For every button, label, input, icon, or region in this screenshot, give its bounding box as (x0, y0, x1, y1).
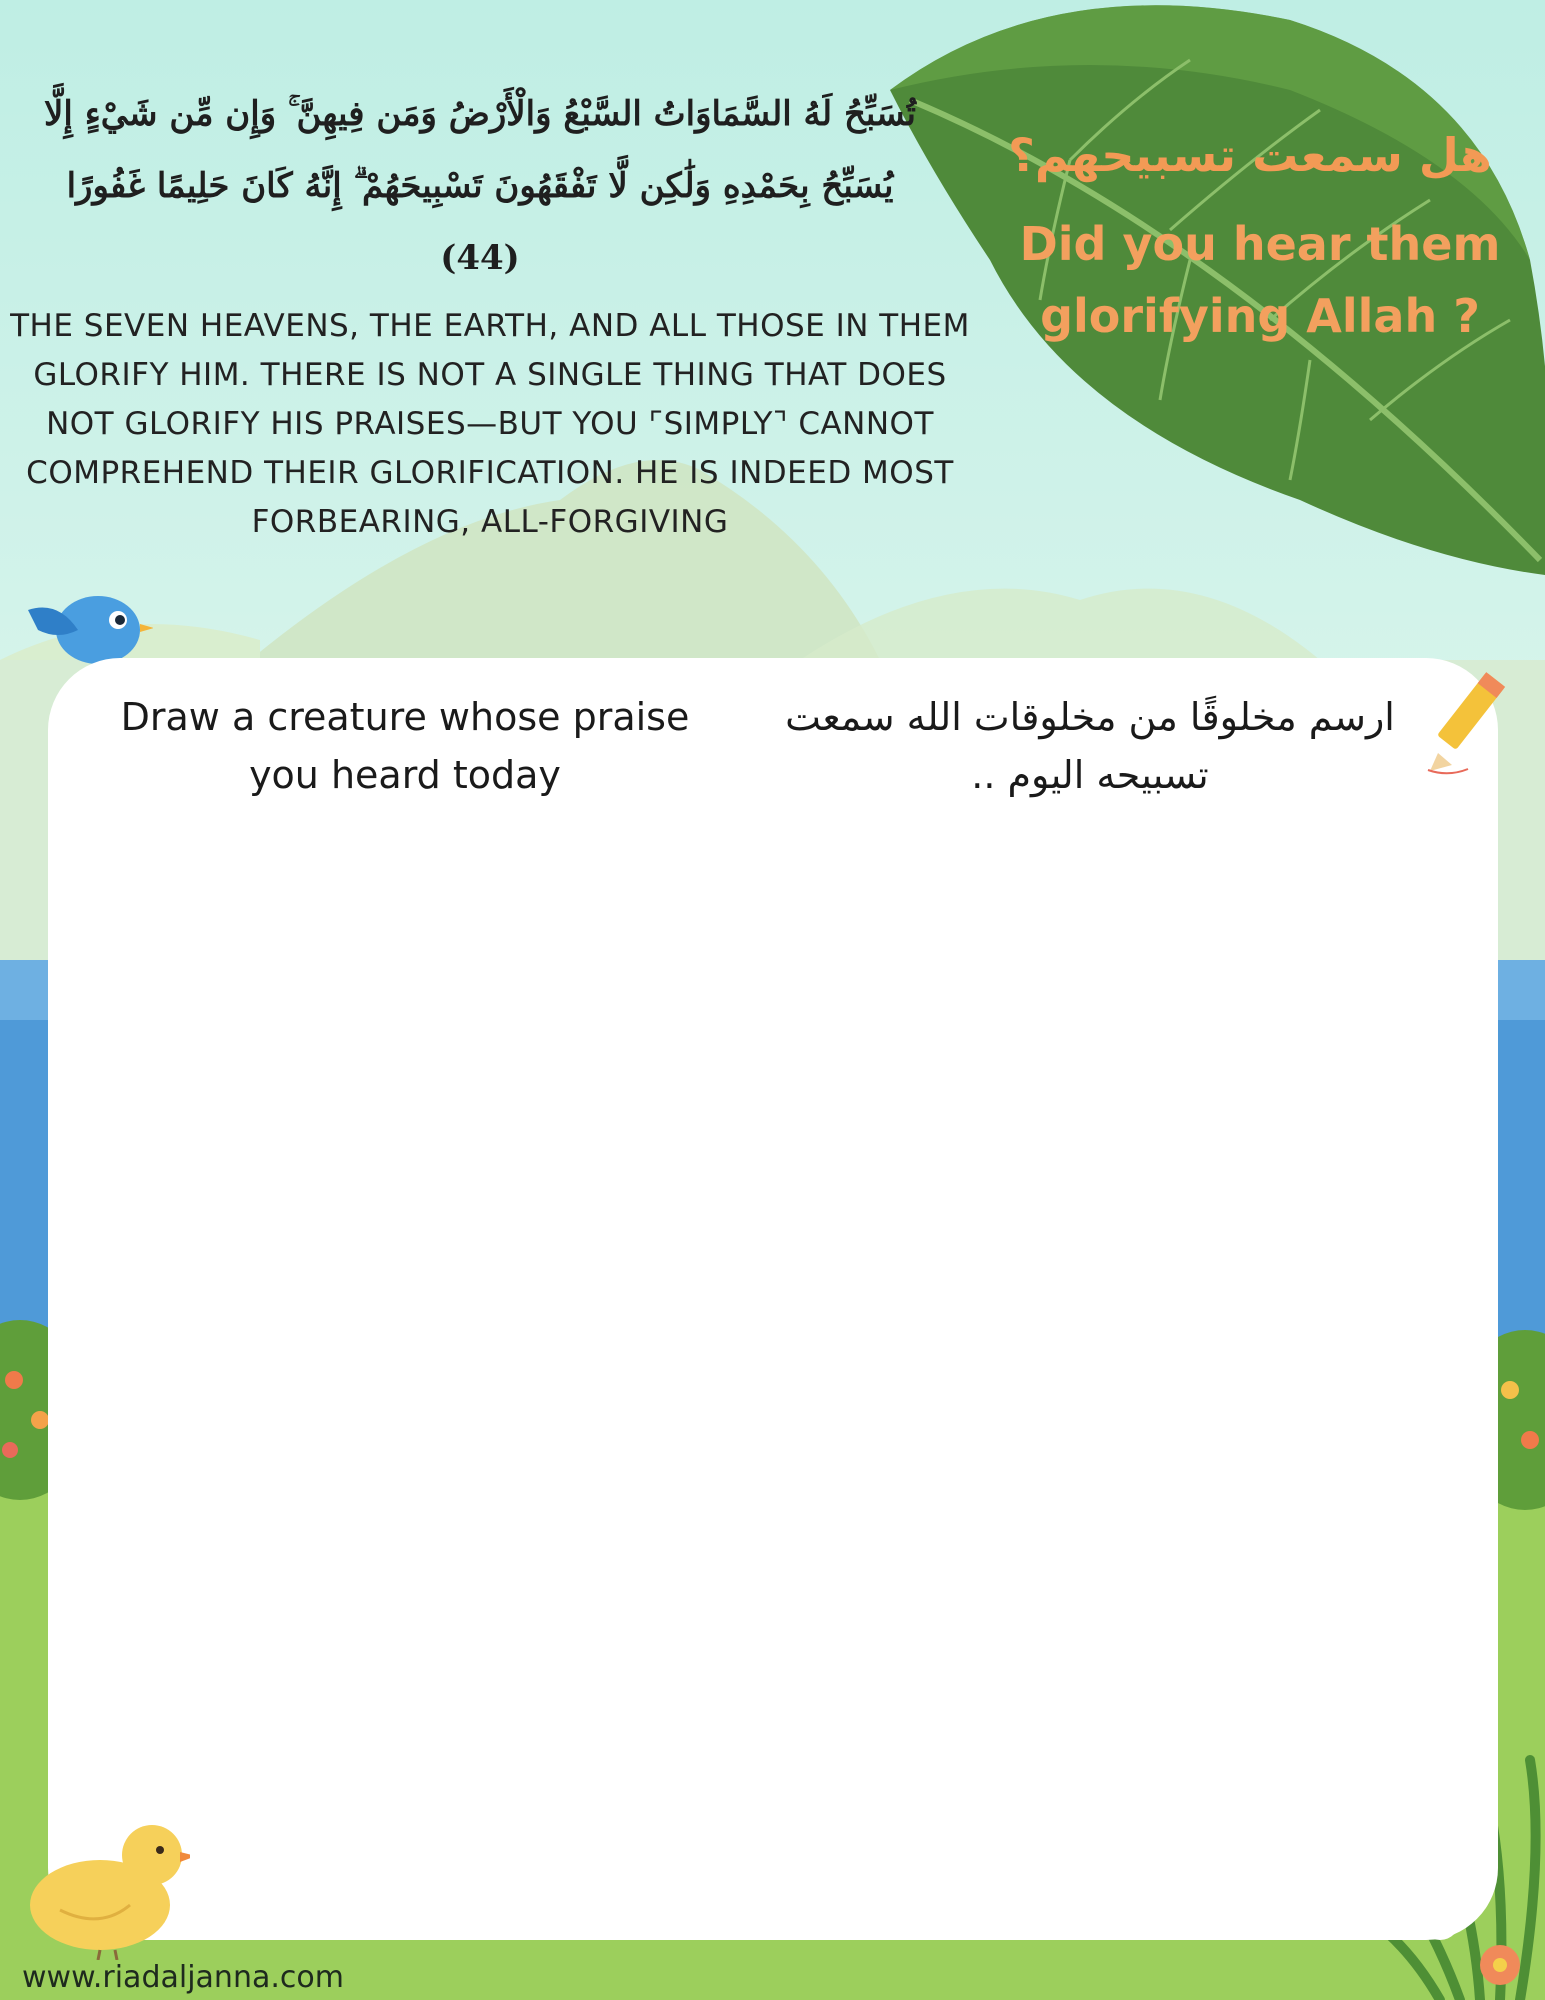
question-arabic: هل سمعت تسبيحهم؟ (1008, 128, 1492, 182)
drawing-area[interactable] (48, 658, 1498, 1940)
blue-bird-icon (28, 580, 153, 670)
instruction-arabic: ارسم مخلوقًا من مخلوقات الله سمعت تسبيحه اليوم .. (785, 695, 1395, 797)
instruction-english: Draw a creature whose praise you heard today (120, 695, 690, 797)
yellow-chick-icon (20, 1810, 190, 1960)
pencil-icon (1418, 665, 1518, 780)
question-english: Did you hear them glorifying Allah ? (1019, 217, 1501, 343)
website-url[interactable]: www.riadaljanna.com (22, 1960, 344, 1995)
verse-arabic: تُسَبِّحُ لَهُ السَّمَاوَاتُ السَّبْعُ وَالْأَرْضُ وَمَن فِيهِنَّ ۚ وَإِن مِّن شَيْءٍ إِلَّا يُسَبِّحُ بِحَمْدِهِ وَلَٰكِن لَّا تَفْقَهُونَ تَسْبِيحَهُمْ ۗ إِنَّهُ كَانَ حَلِيمًا غَفُورًا (44) (44, 94, 916, 278)
verse-english: THE SEVEN HEAVENS, THE EARTH, AND ALL THOSE IN THEM GLORIFY HIM. THERE IS NOT A SINGLE THING THAT DOES NOT GLORIFY HIS PRAISES—BUT YOU ⌜SIMPLY⌝ CANNOT COMPREHEND THEIR GLORIFICATION. HE IS INDEED MOST FORBEARING, ALL-FORGIVING (10, 308, 970, 540)
